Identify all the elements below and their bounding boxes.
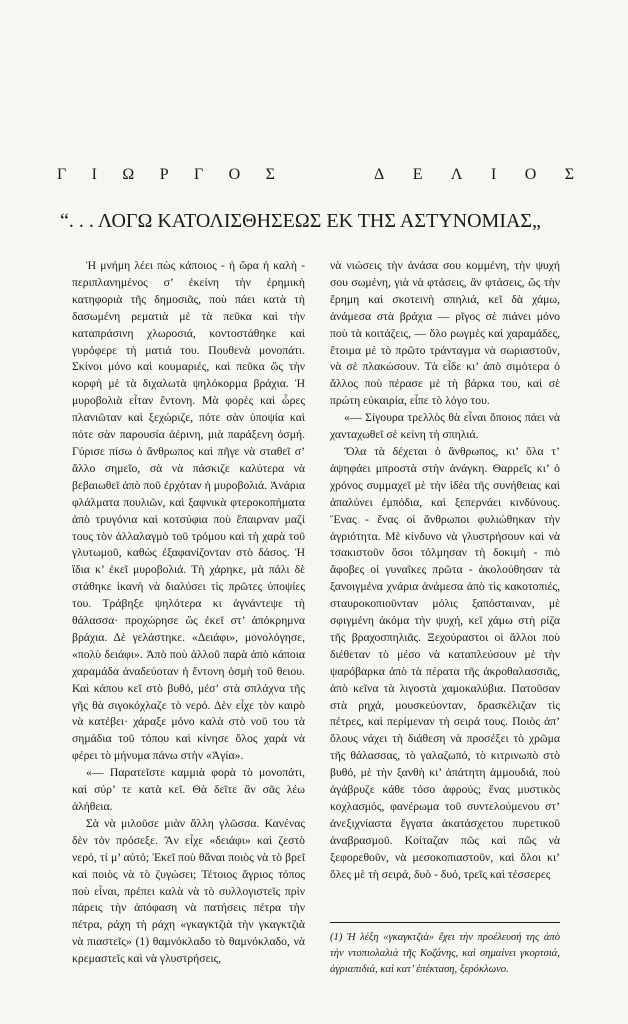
paragraph: νὰ νιώσεις τὴν ἀνάσα σου κομμένη, τὴν ψυχή σου σωμένη, γιὰ νὰ φτάσεις, ἂν φτάσεις, ὥς τὴν ἔρημη καὶ σκοτεινὴ σπηλιά, κεῖ δὰ χάμω, ἀνάμεσα στὰ βράχια — ρῖγος σὲ πιάνει μόνο ποὺ τὰ κοιτάζεις, — ὅλο ρωγμὲς καὶ χαραμάδες, ἕτοιμα μὲ τὸ πρῶτο τράνταγμα νὰ σωριαστοῦν, νὰ σὲ πλακώσουν. Τὰ εἶδε κι’ ἀπὸ σιμότερα ὁ ἄλλος ποὺ πέρασε μὲ τὴ βάρκα του, καὶ σὲ πρώτη εὐκαιρία, εἶπε τὸ λόγο του.: [330, 259, 560, 408]
paragraph: Σὰ νὰ μιλοῦσε μιὰν ἄλλη γλῶσσα. Κανένας δὲν τὸν πρόσεξε. Ἂν εἶχε «δειάφι» καὶ ζεστὸ νερό, τί μ’ αὐτό; Ἐκεῖ ποὺ θἄναι ποιὸς νὰ τὸ βρεῖ καὶ ποιὸς νὰ τὸ ζυγώσει; Τέτοιος ἄγριος τόπος ποὺ εἶναι, πρέπει καλὰ νὰ τὸ συλλογιστεῖς πρὶν πάρεις τὴν ἀπόφαση νὰ πατήσεις πέτρα τὴν πέτρα, ράχη τὴ ράχη «γκαγκτζιὰ τὴν γκαγκτζιὰ νὰ πιαστεῖς» (1) θαμνόκλαδο τὸ θαμνόκλαδο, νὰ κρεμαστεῖς καὶ νὰ γλυστρήσεις,: [72, 816, 305, 966]
author-letter: Λ: [450, 166, 463, 183]
paragraph: Ὅλα τὰ δέχεται ὁ ἄνθρωπος, κι’ ὅλα τ’ ἀψηφάει μπροστὰ στὴν ἀνάγκη. Θαρρεῖς κι’ ὁ χρόνος συμμαχεῖ μὲ τὴν ἰδέα τῆς συνήθειας καὶ ἀπαλύνει ἐμπόδια, καὶ ξεπερνάει κινδύνους. Ἕνας - ἕνας οἱ ἄνθρωποι φυλιώθηκαν τὴν ἀγριότητα. Μὲ κίνδυνο νὰ γλυστρήσουν καὶ νὰ τσακιστοῦν ὅσοι τόλμησαν τὴ δοκιμὴ - πιὸ ἄφοβες οἱ γυναῖκες πρῶτα - ἀκολούθησαν τὰ ξανοιγμένα χνάρια ἀνάμεσα ἀπὸ τὶς κακοτοπιές, σταυροκοπιοῦνταν μόλις ξαπόσταιναν, μὲ σφιγμένη ἀκόμα τὴν ψυχή, κεῖ χάμω στὴ ρίζα τῆς βραχοσπηλιᾶς. Ξεχούραστοι οἱ ἄλλοι ποὺ διέθεταν τὸ μέσο νὰ καταπλεύσουν μὲ τὴν ψαρόβαρκα ἀπὸ τὰ πέρατα τῆς ἀκροθαλασσιᾶς, ἀπὸ κεῖνα τὰ λιγοστὰ χαμοκαλύβια. Πατοῦσαν στὰ ρηχά, μουσκεύονταν, δρασκέλιζαν τὶς πέτρες, καὶ περίμεναν τὴ σειρά τους. Ποιὸς ἀπ’ ὅλους νάχει τὴ διάθεση νὰ προσέξει τὸ χρῶμα τῆς θάλασσας, τὸ γαλαζωπό, τὸ κιτρινωπὸ στὸ βυθό, μὲ τὴν ξανθὴ κι’ ἀπάτητη ἀμμουδιά, ποὺ ἀγάβρυζε κάθε τόσο ἀφρούς; ἕνας μυστικὸς κοχλασμός, φανέρωμα τοῦ συντελούμενου στ’ ἀνεξιχνίαστα ἔγγατα ἀκατάσχετου πυρετικοῦ ἀναβρασμοῦ. Κοίταζαν πῶς καὶ πῶς νὰ ξεφορεθοῦν, νὰ μεσοκοπιαστοῦν, καὶ ὅλοι κι’ ὅλες μὲ τὴ σειρά, δυὸ - δυό, τρεῖς καὶ τέσσερες: [330, 444, 560, 881]
author-last-name: [374, 166, 574, 184]
author-letter: Δ: [374, 166, 385, 183]
author-first-name: [57, 166, 275, 184]
footnote-divider: [330, 922, 560, 923]
author-letter: Ρ: [159, 166, 169, 183]
paragraph: «— Σίγουρα τρελλὸς θὰ εἶναι ὅποιος πάει νὰ χανταχωθεῖ σὲ κείνη τὴ σπηλιά.: [330, 411, 560, 442]
author-letter: Γ: [57, 166, 67, 183]
author-letter: Ω: [122, 166, 135, 183]
author-letter: Ο: [228, 166, 241, 183]
right-column: [330, 258, 560, 884]
author-letter: Σ: [564, 166, 574, 183]
author-letter: Ι: [91, 166, 97, 183]
left-column: [72, 258, 305, 968]
author-letter: Σ: [265, 166, 275, 183]
author-letter: Γ: [194, 166, 204, 183]
author-letter: Ο: [524, 166, 537, 183]
footnote: (1) Ἡ λέξη «γκαγκτζιὰ» ἔχει τὴν προέλευσή της ἀπὸ τὴν ντοπιολαλιὰ τῆς Κοζάνης, καὶ σημαίνει γκορτσιά, ἀγριαπιδιά, καὶ κατ’ ἐπέκταση, ξερόκλωνο.: [330, 932, 560, 976]
paragraph: «— Παρατεῖστε καμμιὰ φορὰ τὸ μονοπάτι, καὶ σύρ’ τε κατὰ κεῖ. Θὰ δεῖτε ἂν σᾶς λέω ἀλήθεια.: [72, 766, 305, 813]
article-title: “. . . ΛΟΓΩ ΚΑΤΟΛΙΣΘΗΣΕΩΣ ΕΚ ΤΗΣ ΑΣΤΥΝΟΜΙΑΣ„: [60, 210, 541, 232]
author-letter: Ε: [412, 166, 423, 183]
author-letter: Ι: [490, 166, 497, 183]
paragraph: Ἡ μνήμη λέει πὼς κάποιος - ἡ ὥρα ἡ καλὴ - περιπλανημένος σ’ ἐκείνη τὴν ἐρημικὴ κατηφοριὰ τῆς δημοσιᾶς, ποὺ πάει κατὰ τὴ δασωμένη ρεματιὰ μὲ τὰ πεῦκα καὶ τὴν καταπράσινη χλωροσιά, κοντοστάθηκε καὶ γυρόφερε τὴ ματιά του. Πουθενὰ μονοπάτι. Σκίνοι μόνο καὶ κουμαριές, καὶ πεῦκα ὥς τὴν κορφὴ μὲ τὰ διχαλωτὰ ψηλόκορμα βράχια. Ἡ μυροβολιὰ εἶταν ἔντονη. Μὰ φορὲς καὶ ὧρες πλανιῶταν καὶ ξεχώριζε, πότε σὰν ὑποψία καὶ πότε σὰν παρουσία ἀέρινη, μιὰ παράξενη ὀσμή. Γύρισε πίσω ὁ ἄνθρωπος καὶ πῆγε νὰ σταθεῖ σ’ ἄλλο σημεῖο, σὰ νὰ πάσκιζε καλύτερα νὰ βεβαιωθεῖ ἀπὸ ποῦ ἐρχόταν ἡ μυροβολιά. Ἀνάρια φλάλματα πουλιῶν, καὶ ξαφνικὰ φτεροκοπήματα ἀπὸ τρυγόνια καὶ κοτσύφια ποὺ ἔπαιρναν μαζί τους τὸν ἀλλαλαγμὸ τοῦ τρόμου καὶ τὴ χαρὰ τοῦ γλυτωμοῦ, καθὼς ἐξαφανίζονταν στὸ δάσος. Ἡ ἴδια κ’ ἐκεῖ μυροβολιά. Τὴ χάρηκε, μὰ πάλι δὲ στάθηκε ἱκανὴ νὰ διαλύσει τὶς πρῶτες ὑποψίες του. Τράβηξε ψηλότερα κι ἀγνάντεψε τὴ θάλασσα· προχώρησε ὥς ἐκεῖ στ’ ἀπόκρημνα βράχια. Δὲ γελάστηκε. «Δειάφι», μονολόγησε, «πολὺ δειάφι». Ἀπὸ ποὺ ἀλλοῦ παρὰ ἀπὸ κάποια χαραμάδα ἀναδεύοταν ἡ ἔντονη ὀσμὴ τοῦ θειου. Καὶ κάπου κεῖ στὸ βυθό, μέσ’ στὰ σπλάχνα τῆς γῆς θὰ σιγοκόχλαζε τὸ νερό. Δὲν εἶχε τὸν καιρὸ νὰ κατέβει· χάραξε μόνο καλὰ στὸ νοῦ του τὰ σημάδια τοῦ τόπου καὶ κίνησε ὅλος χαρὰ νὰ φέρει τὸ μήνυμα πάνω στὴν «Ἁγία».: [72, 259, 305, 763]
author-name: [57, 166, 574, 184]
